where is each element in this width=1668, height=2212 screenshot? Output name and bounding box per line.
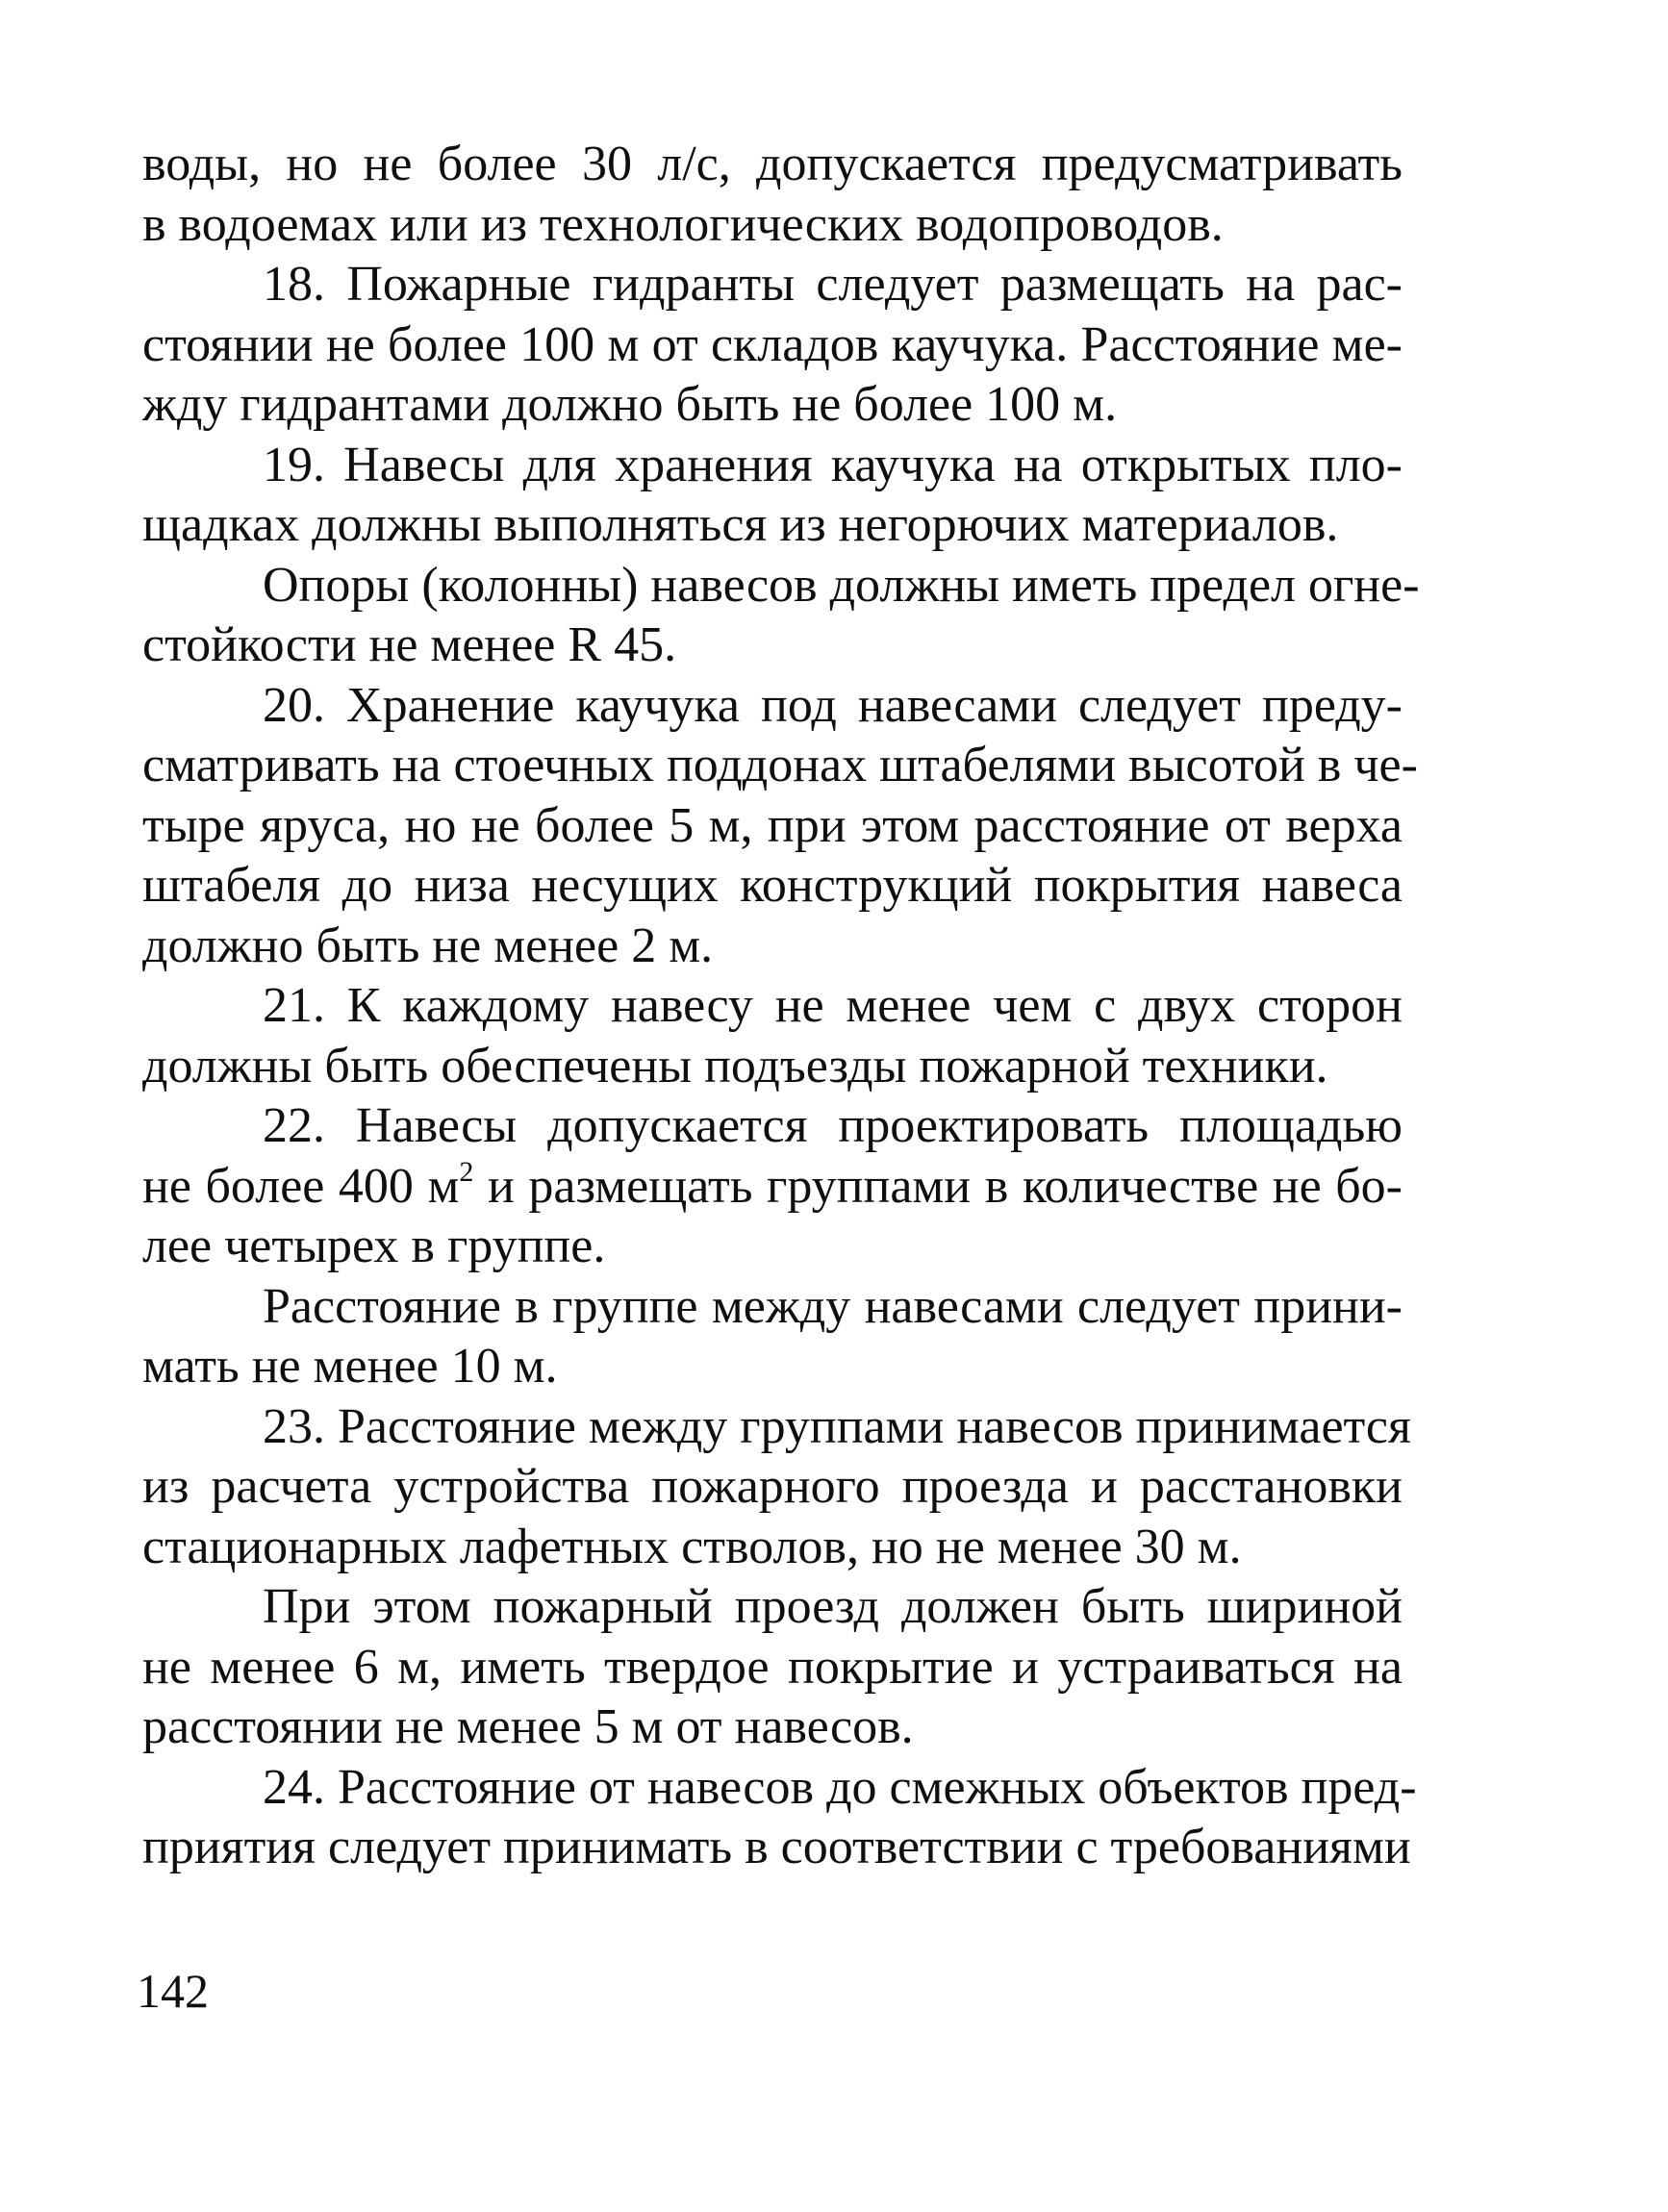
paragraph-21: [142, 976, 1403, 1096]
text-line: тыре яруса, но не более 5 м, при этом расстояние от верха: [142, 797, 1403, 853]
paragraph-23: [142, 1397, 1411, 1578]
paragraph-water-supply: [142, 135, 1403, 255]
text-line: приятия следует принимать в соответствии с требованиями: [142, 1820, 1411, 1874]
paragraph-fire-passage: [142, 1577, 1403, 1758]
text-line: в водоемах или из технологических водопроводов.: [142, 196, 1224, 252]
paragraph-22: [142, 1096, 1403, 1277]
text-line: штабеля до низа несущих конструкций покрытия навеса: [142, 858, 1403, 913]
text-line: 23. Расстояние между группами навесов принимается: [263, 1398, 1411, 1454]
text-line: лее четырех в группе.: [142, 1219, 606, 1273]
text-line: Расстояние в группе между навесами следует прини-: [263, 1278, 1403, 1334]
text-line: мать не менее 10 м.: [142, 1339, 558, 1394]
paragraph-19: [142, 436, 1403, 556]
text-line: расстоянии не менее 5 м от навесов.: [142, 1699, 914, 1754]
paragraph-24: [142, 1758, 1417, 1878]
text-line: Опоры (колонны) навесов должны иметь предел огне-: [263, 557, 1420, 613]
text-line: 22. Навесы допускается проектировать площадью: [263, 1098, 1403, 1153]
text-line: 24. Расстояние от навесов до смежных объектов пред-: [263, 1759, 1417, 1815]
text-line-with-superscript: [142, 1157, 1403, 1218]
text-line: не менее 6 м, иметь твердое покрытие и устраиваться на: [142, 1639, 1403, 1695]
text-line: стационарных лафетных стволов, но не менее 30 м.: [142, 1519, 1242, 1574]
text-line: щадках должны выполняться из негорючих материалов.: [142, 497, 1339, 552]
paragraph-20: [142, 676, 1418, 977]
text-line: стоянии не более 100 м от складов каучука. Расстояние ме-: [142, 316, 1403, 372]
superscript: 2: [459, 1155, 474, 1188]
text-line: жду гидрантами должно быть не более 100 м.: [142, 377, 1118, 432]
text-line: сматривать на стоечных поддонах штабелями высотой в че-: [142, 738, 1418, 792]
text-line: 18. Пожарные гидранты следует размещать на рас-: [263, 257, 1403, 312]
paragraph-18: [142, 255, 1403, 436]
paragraph-supports: [142, 556, 1420, 676]
text-line: должны быть обеспечены подъезды пожарной техники.: [142, 1038, 1328, 1093]
text-line: стойкости не менее R 45.: [142, 617, 677, 672]
text-line: должно быть не менее 2 м.: [142, 917, 714, 973]
paragraph-distance-in-group: [142, 1277, 1403, 1397]
text-line: воды, но не более 30 л/с, допускается предусматривать: [142, 137, 1403, 191]
text-fragment: и размещать группами в количестве не бо-: [473, 1158, 1403, 1214]
text-line: 21. К каждому навесу не менее чем с двух сторон: [263, 978, 1403, 1033]
document-page: [142, 135, 1420, 1878]
text-line: 19. Навесы для хранения каучука на открытых пло-: [263, 437, 1403, 492]
text-line: из расчета устройства пожарного проезда и расстановки: [142, 1459, 1403, 1514]
text-line: При этом пожарный проезд должен быть шириной: [263, 1579, 1403, 1634]
page-number: 142: [137, 1964, 209, 2018]
text-line: 20. Хранение каучука под навесами следует преду-: [263, 677, 1403, 733]
text-fragment: не более 400 м: [142, 1158, 460, 1214]
